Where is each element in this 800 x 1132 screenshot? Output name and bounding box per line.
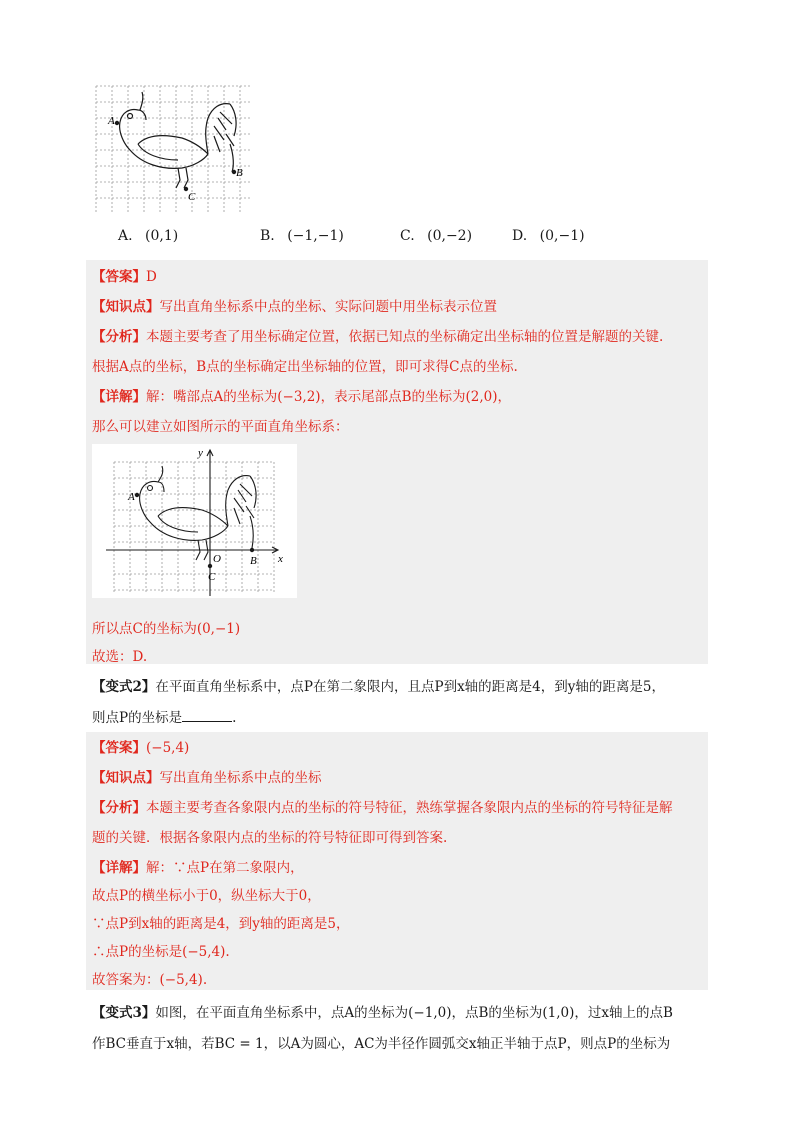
q2-detail-5: 故答案为：(−5,4). [92,972,208,988]
q1-analysis-2: 根据A点的坐标，B点的坐标确定出坐标轴的位置，即可求得C点的坐标. [92,359,518,375]
q3-stem-2: 作BC垂直于x轴，若BC = 1，以A为圆心，AC为半径作圆弧交x轴正半轴于点P，则点P的坐标为 [92,1036,671,1052]
q2-detail-3: ∵点P到x轴的距离是4，到y轴的距离是5， [92,916,350,932]
label-c-2: C [208,571,216,583]
q1-detail: 【详解】解：嘴部点A的坐标为(−3,2)，表示尾部点B的坐标为(2,0)， [92,389,511,405]
q2-knowledge: 【知识点】写出直角坐标系中点的坐标 [92,770,322,786]
q1-answer: 【答案】D [92,269,157,285]
option-d[interactable]: D. (0,−1) [512,228,585,244]
q3-stem: 【变式3】如图，在平面直角坐标系中，点A的坐标为(−1,0)，点B的坐标为(1,0)，过x轴上的点B [92,1005,673,1021]
label-b: B [236,167,243,179]
q1-detail-4: 故选：D. [92,649,148,665]
q2-answer: 【答案】(−5,4) [92,740,190,756]
q1-detail-2: 那么可以建立如图所示的平面直角坐标系： [92,419,349,435]
option-a[interactable]: A. (0,1) [118,228,179,244]
label-a: A [108,115,115,127]
label-y-axis: y [198,447,203,459]
label-x-axis: x [278,553,283,565]
rooster-coordinate-figure [92,444,297,598]
q2-stem-2: 则点P的坐标是 . [92,710,237,726]
label-origin: O [213,553,221,565]
label-c: C [188,191,196,203]
rooster-drawing [120,92,236,188]
q2-detail-2: 故点P的横坐标小于0，纵坐标大于0， [92,888,321,904]
label-a-2: A [128,491,135,503]
q2-analysis: 【分析】本题主要考查各象限内点的坐标的符号特征，熟练掌握各象限内点的坐标的符号特征是解 [92,800,673,816]
answer-options [118,228,638,254]
answer-blank[interactable] [182,709,232,722]
rooster-grid-figure [94,84,254,214]
q1-knowledge: 【知识点】写出直角坐标系中点的坐标、实际问题中用坐标表示位置 [92,299,497,315]
q2-detail: 【详解】解：∵点P在第二象限内， [92,860,304,876]
option-b[interactable]: B. (−1,−1) [260,228,344,244]
q1-detail-3: 所以点C的坐标为(0,−1) [92,621,241,637]
q2-detail-4: ∴点P的坐标是(−5,4). [92,944,230,960]
q2-stem: 【变式2】在平面直角坐标系中，点P在第二象限内，且点P到x轴的距离是4，到y轴的距离是5， [92,679,665,695]
label-b-2: B [250,555,257,567]
option-c[interactable]: C. (0,−2) [400,228,473,244]
q1-analysis: 【分析】本题主要考查了用坐标确定位置，依据已知点的坐标确定出坐标轴的位置是解题的关键. [92,329,664,345]
q2-analysis-2: 题的关键．根据各象限内点的坐标的符号特征即可得到答案. [92,830,448,846]
